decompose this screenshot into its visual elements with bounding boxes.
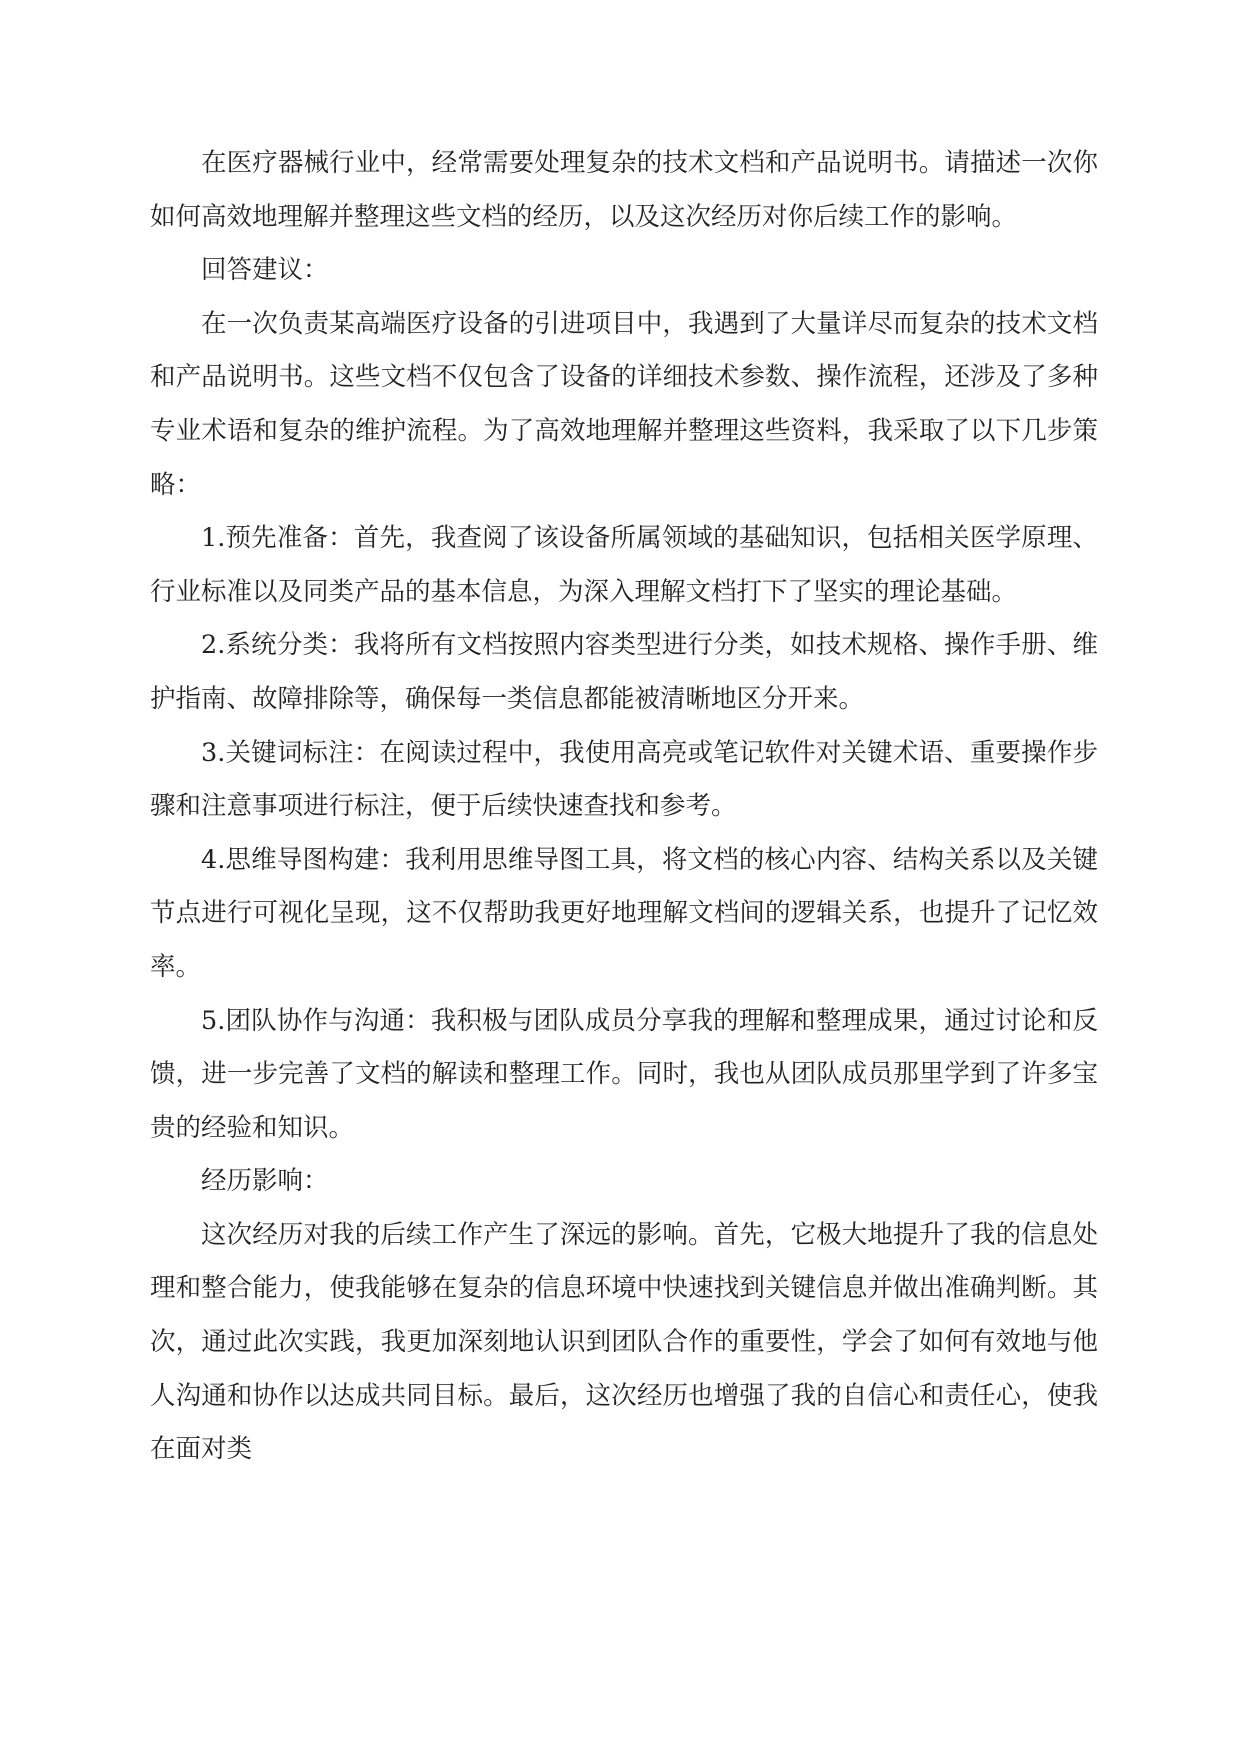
step-paragraph-2: 2.系统分类：我将所有文档按照内容类型进行分类，如技术规格、操作手册、维护指南、故障排除等，确保每一类信息都能被清晰地区分开来。 <box>150 630 1098 714</box>
impact-heading: 经历影响： <box>201 1166 329 1197</box>
impact-paragraph: 这次经历对我的后续工作产生了深远的影响。首先，它极大地提升了我的信息处理和整合能力，使我能够在复杂的信息环境中快速找到关键信息并做出准确判断。其次，通过此次实践，我更加深刻地认识到团队合作的重要性，学会了如何有效地与他人沟通和协作以达成共同目标。最后，这次经历也增强了我的自信心和责任心，使我在面对类 <box>150 1219 1098 1465</box>
step-paragraph-5: 5.团队协作与沟通：我积极与团队成员分享我的理解和整理成果，通过讨论和反馈，进一步完善了文档的解读和整理工作。同时，我也从团队成员那里学到了许多宝贵的经验和知识。 <box>150 1005 1098 1143</box>
step-paragraph-4: 4.思维导图构建：我利用思维导图工具，将文档的核心内容、结构关系以及关键节点进行可视化呈现，这不仅帮助我更好地理解文档间的逻辑关系，也提升了记忆效率。 <box>150 844 1098 982</box>
step-paragraph-3: 3.关键词标注：在阅读过程中，我使用高亮或笔记软件对关键术语、重要操作步骤和注意事项进行标注，便于后续快速查找和参考。 <box>150 737 1098 822</box>
intro-paragraph: 在一次负责某高端医疗设备的引进项目中，我遇到了大量详尽而复杂的技术文档和产品说明书。这些文档不仅包含了设备的详细技术参数、操作流程，还涉及了多种专业术语和复杂的维护流程。为了高效地理解并整理这些资料，我采取了以下几步策略： <box>150 308 1098 500</box>
question-paragraph: 在医疗器械行业中，经常需要处理复杂的技术文档和产品说明书。请描述一次你如何高效地理解并整理这些文档的经历，以及这次经历对你后续工作的影响。 <box>150 148 1098 232</box>
suggestion-heading: 回答建议： <box>201 255 329 286</box>
step-paragraph-1: 1.预先准备：首先，我查阅了该设备所属领域的基础知识，包括相关医学原理、行业标准以及同类产品的基本信息，为深入理解文档打下了坚实的理论基础。 <box>150 523 1098 607</box>
document-page <box>150 137 1098 1477</box>
